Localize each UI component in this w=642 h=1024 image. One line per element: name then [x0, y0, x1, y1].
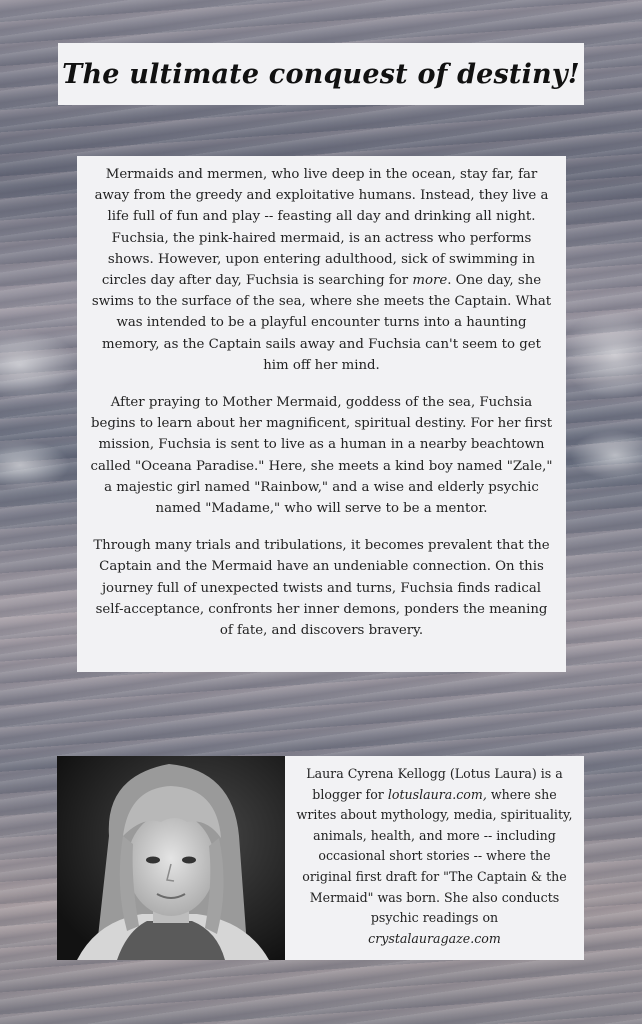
- sea-foam-left-low: [0, 440, 70, 490]
- synopsis-paragraph-2: After praying to Mother Mermaid, goddess of the sea, Fuchsia begins to learn about her magnificent, spiritual destiny. For her first mission, Fuchsia is sent to live as a human in a nearby beachtown called "Oceana Paradise." Here, she meets a kind boy named "Zale," a majestic girl named "Rainbow," and a wise and elderly psychic named "Madame," who will serve to be a mentor.: [90, 395, 553, 517]
- author-blog-link[interactable]: lotuslaura.com,: [387, 786, 487, 802]
- author-bio-start: Laura Cyrena Kellogg (Lotus Laura) is a blogger for: [306, 766, 563, 802]
- title-banner: [58, 43, 584, 105]
- author-section: [57, 756, 584, 960]
- synopsis-p1-emphasis: more: [412, 273, 448, 289]
- author-bio-middle: where she writes about mythology, media, spirituality, animals, health, and more -- including occasional short stories -- where the original first draft for "The Captain & the Mermaid" was born. She also conducts psychic readings on: [296, 786, 573, 926]
- author-bio-panel: [285, 756, 584, 960]
- author-portrait-image: [57, 756, 285, 960]
- synopsis-p1-start: Mermaids and mermen, who live deep in the ocean, stay far, far away from the greedy and exploitative humans. Instead, they live a life full of fun and play -- feasting all day and drinking all night. Fuchsia, the pink-haired mermaid, is an actress who performs shows. However, upon entering adulthood, sick of swimming in circles day after day, Fuchsia is searching for: [94, 167, 549, 289]
- sea-foam-left: [0, 330, 80, 400]
- synopsis-panel: [77, 156, 566, 672]
- author-psychic-site-link[interactable]: crystalauragaze.com: [368, 930, 501, 946]
- synopsis-paragraph-1: [89, 164, 554, 376]
- sea-foam-right: [560, 310, 642, 400]
- author-photo: [57, 756, 285, 960]
- sea-foam-right-low: [570, 430, 642, 480]
- author-bio: [293, 764, 576, 949]
- synopsis-paragraph-3: Through many trials and tribulations, it becomes prevalent that the Captain and the Mermaid have an undeniable connection. On this journey full of unexpected twists and turns, Fuchsia finds radical self-acceptance, confronts her inner demons, ponders the meaning of fate, and discovers bravery.: [93, 538, 550, 639]
- page-title: The ultimate conquest of destiny!: [62, 58, 580, 90]
- synopsis-p1-end: . One day, she swims to the surface of the sea, where she meets the Captain. What was intended to be a playful encounter turns into a haunting memory, as the Captain sails away and Fuchsia can't seem to get him off her mind.: [91, 273, 552, 373]
